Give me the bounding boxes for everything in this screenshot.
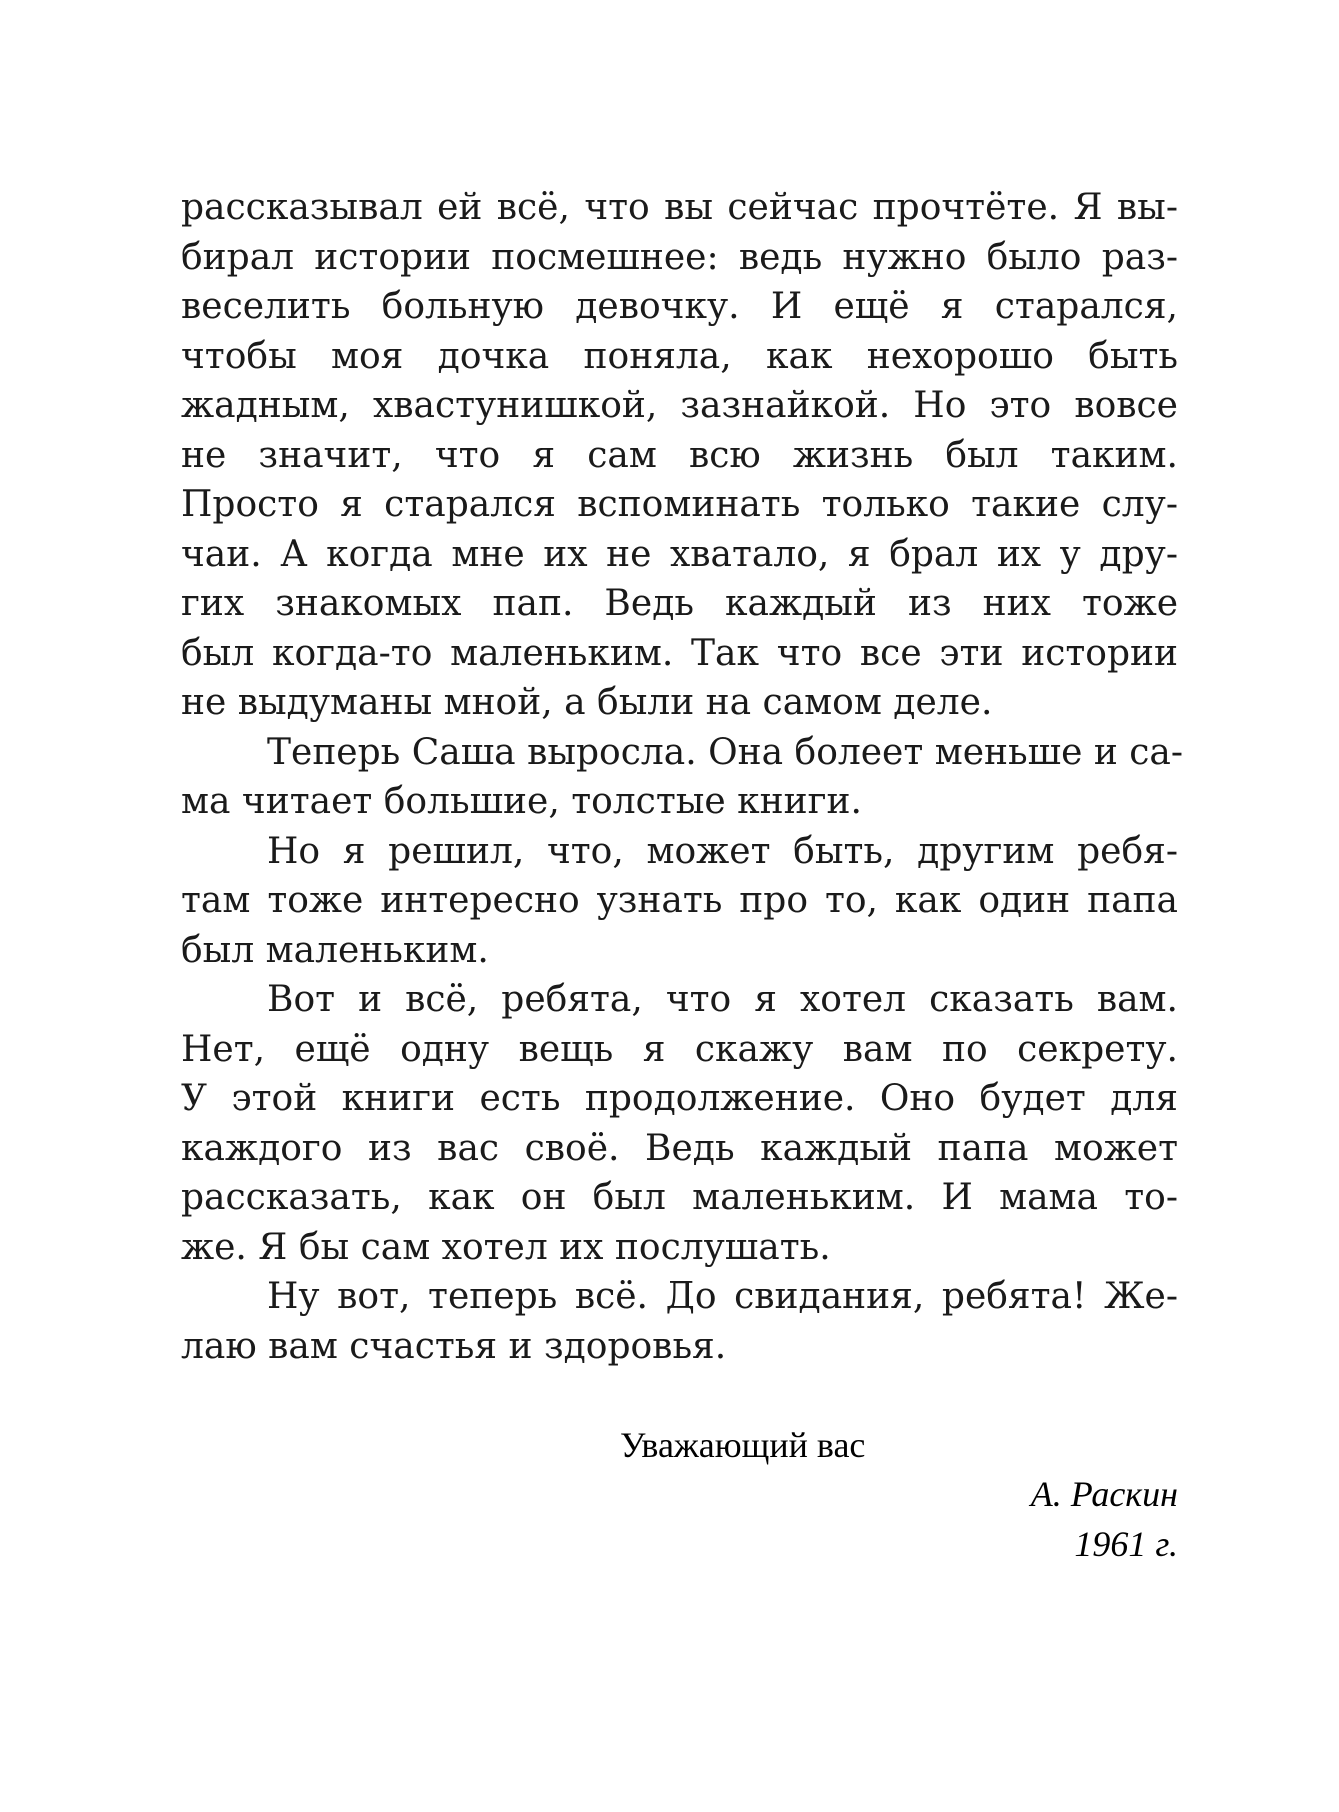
text-line: не выдуманы мной, а были на самом деле. <box>181 682 993 723</box>
signature-author: А. Раскин <box>1030 1474 1178 1514</box>
paragraph <box>181 827 1178 976</box>
text-line: был когда-то маленьким. Так что все эти истории <box>181 632 1178 674</box>
text-line: Ну вот, теперь всё. До свидания, ребята! Же- <box>267 1276 1178 1317</box>
signature-closing: Уважающий вас <box>620 1425 866 1465</box>
text-line: жадным, хвастунишкой, зазнайкой. Но это вовсе <box>181 385 1178 426</box>
text-line: рассказать, как он был маленьким. И мама то- <box>181 1177 1178 1218</box>
text-line: рассказывал ей всё, что вы сейчас прочтёте. Я вы- <box>181 187 1178 228</box>
paragraph <box>181 1272 1178 1371</box>
text-line: Просто я старался вспоминать только такие слу- <box>181 484 1178 525</box>
text-line: У этой книги есть продолжение. Оно будет для <box>181 1078 1178 1119</box>
text-line: же. Я бы сам хотел их послушать. <box>181 1226 831 1268</box>
paragraph <box>181 975 1178 1272</box>
text-line: чтобы моя дочка поняла, как нехорошо быть <box>181 335 1178 377</box>
text-line: не значит, что я сам всю жизнь был таким. <box>181 434 1178 476</box>
text-line: веселить больную девочку. И ещё я старался, <box>181 286 1178 327</box>
paragraph <box>181 183 1178 728</box>
text-line: гих знакомых пап. Ведь каждый из них тоже <box>181 583 1178 624</box>
text-line: ма читает большие, толстые книги. <box>181 781 862 822</box>
text-line: там тоже интересно узнать про то, как один папа <box>181 880 1178 921</box>
paragraph <box>181 728 1184 827</box>
text-line: чаи. А когда мне их не хватало, я брал их у дру- <box>181 533 1178 575</box>
body-text <box>181 183 1184 1371</box>
text-line: бирал истории посмешнее: ведь нужно было раз- <box>181 236 1178 278</box>
text-line: Вот и всё, ребята, что я хотел сказать вам. <box>267 979 1178 1020</box>
text-line: был маленьким. <box>181 929 489 971</box>
text-line: Теперь Саша выросла. Она болеет меньше и са- <box>267 731 1184 773</box>
text-line: лаю вам счастья и здоровья. <box>181 1325 727 1367</box>
text-line: Нет, ещё одну вещь я скажу вам по секрету. <box>181 1028 1178 1070</box>
signature-year: 1961 г. <box>1074 1524 1178 1564</box>
text-line: Но я решил, что, может быть, другим ребя- <box>267 830 1178 872</box>
text-line: каждого из вас своё. Ведь каждый папа может <box>181 1127 1178 1169</box>
